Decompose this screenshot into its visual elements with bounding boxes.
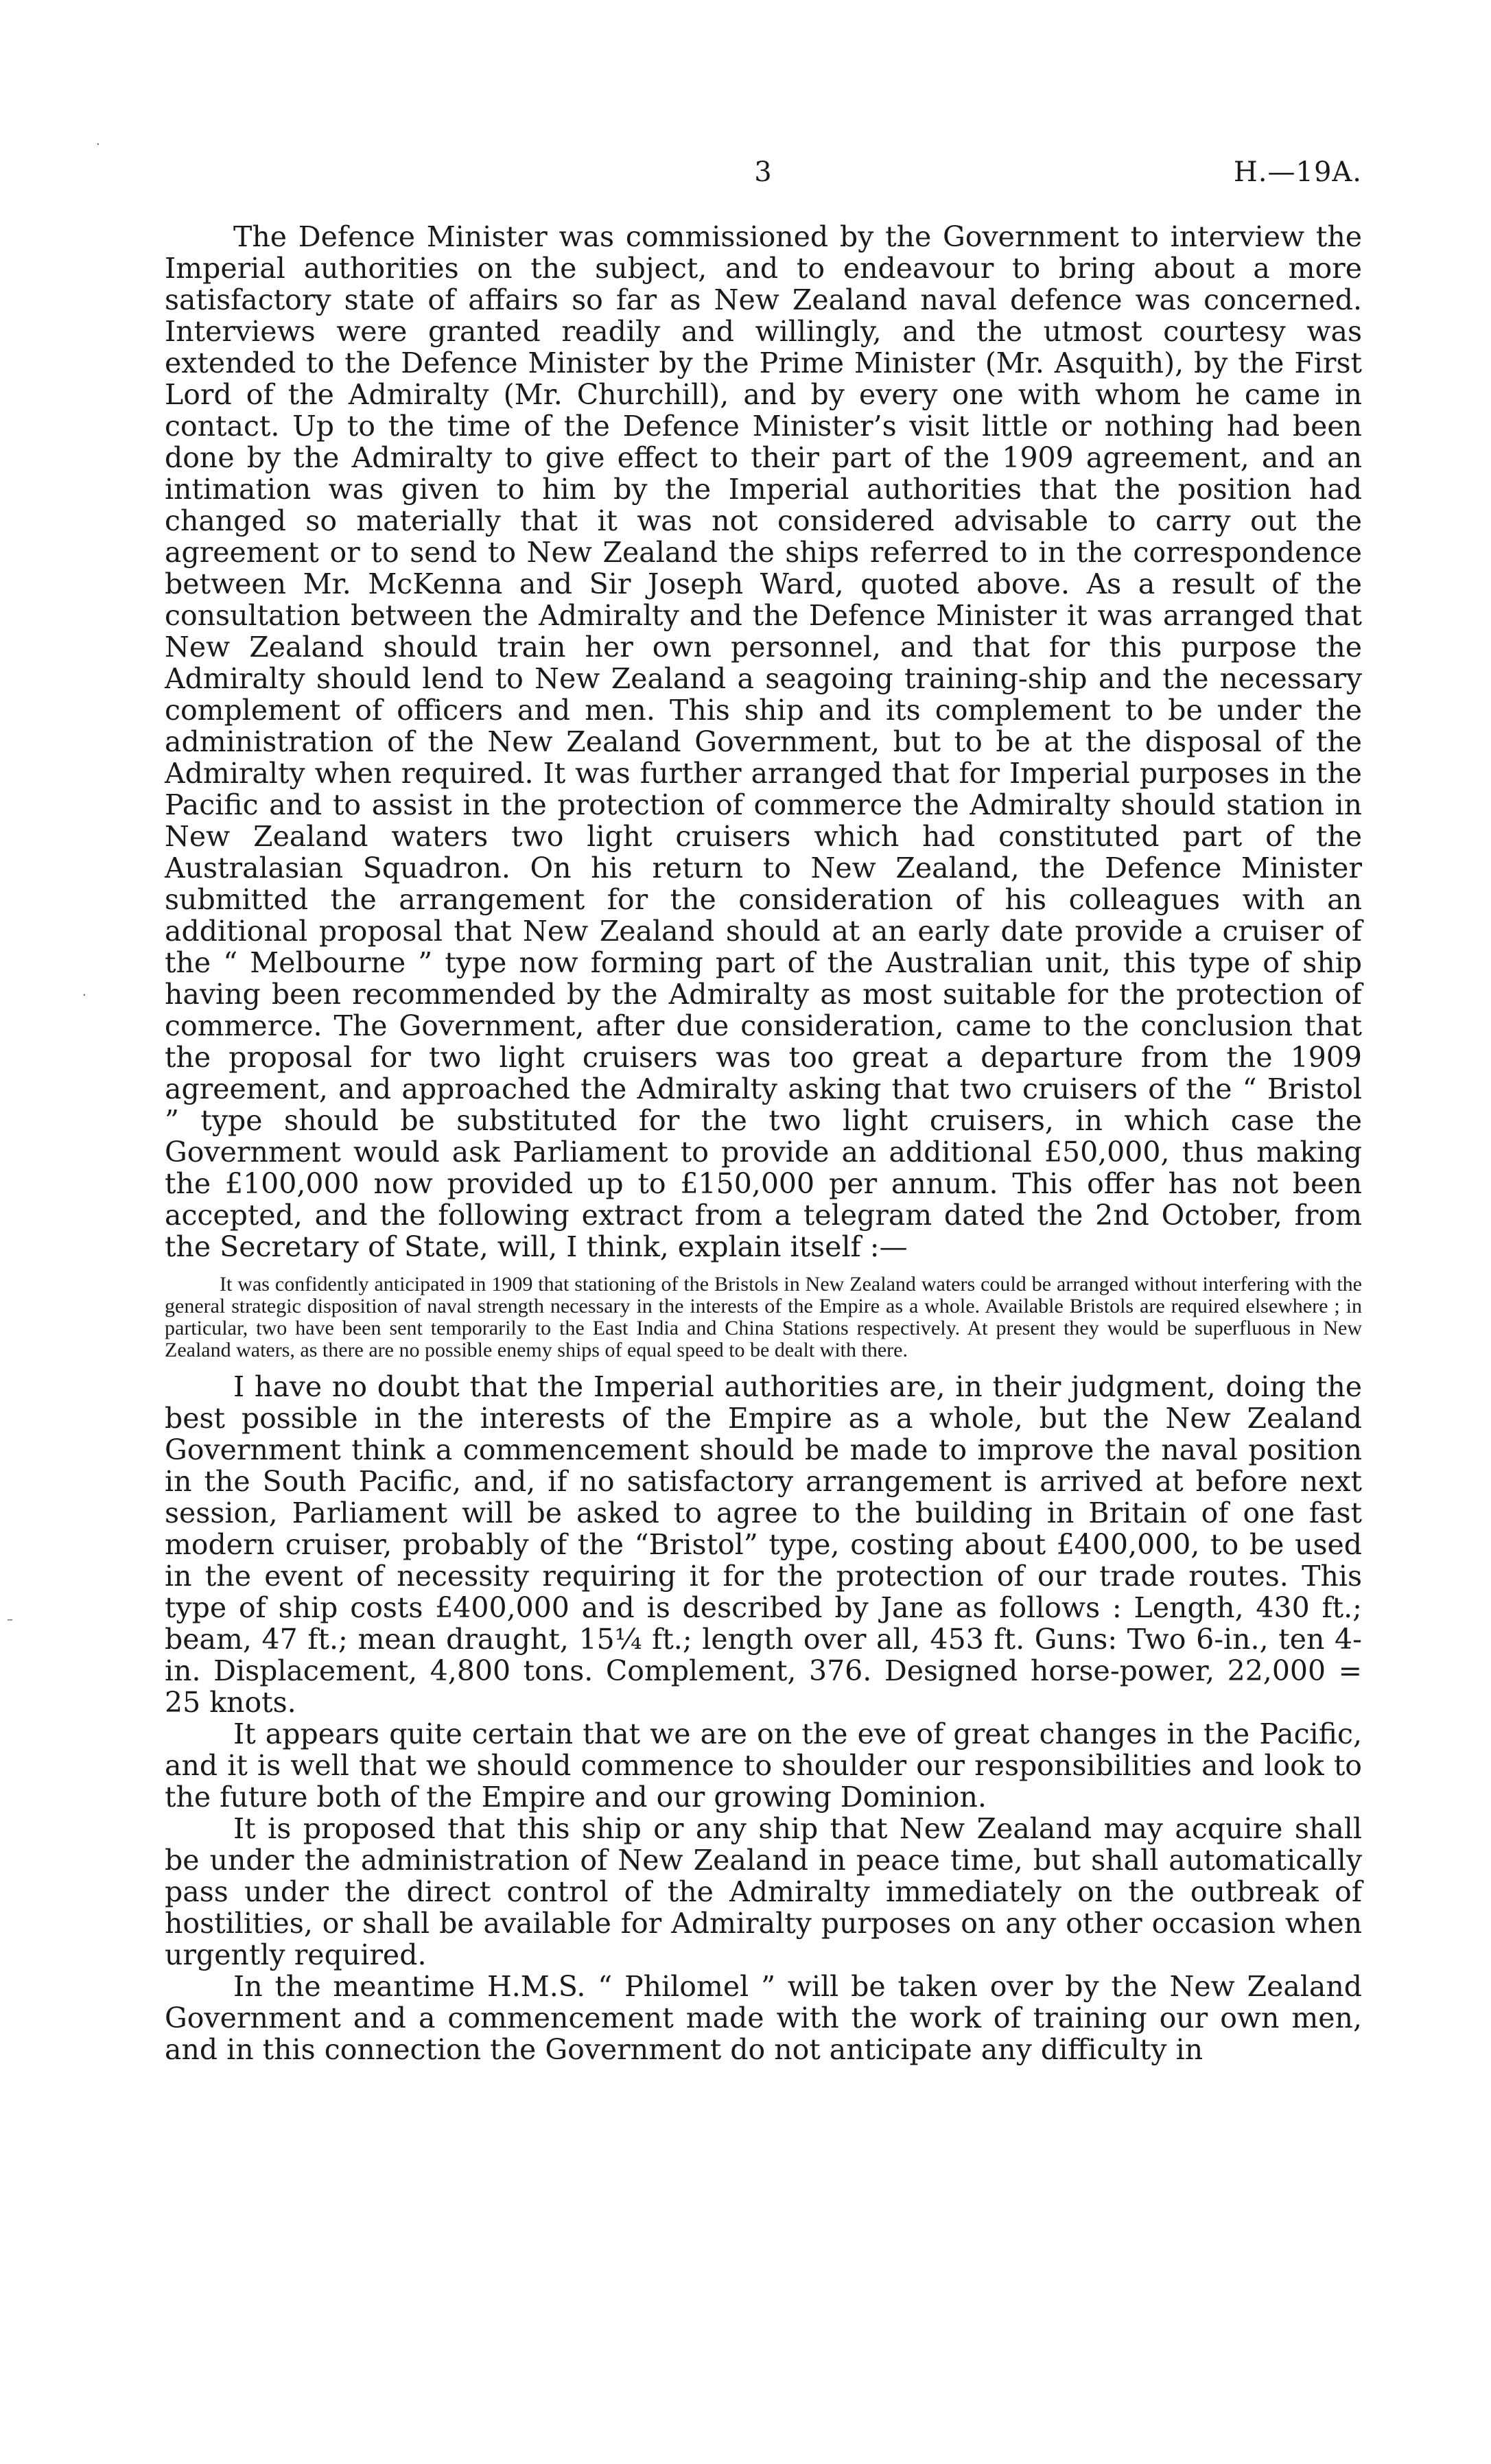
scan-speck: –	[7, 1612, 13, 1627]
document-reference: H.—19A.	[1233, 156, 1362, 188]
telegram-extract-quote: It was confidently anticipated in 1909 that stationing of the Bristols in New Zealand waters could be arranged without interfering with the general strategic disposition of naval strength necessary in the interests of the Empire as a whole. Available Bristols are required elsewhere ; in particular, two have been sent temporarily to the East India and China Stations respectively. At present they would be superfluous in New Zealand waters, as there are no possible enemy ships of equal speed to be dealt with there.	[165, 1273, 1362, 1361]
scan-speck: ·	[82, 988, 86, 1002]
paragraph-imperial-authorities: I have no doubt that the Imperial authorities are, in their judgment, doing the best possible in the interests of the Empire as a whole, but the New Zealand Government think a commencement should be made to improve the naval position in the South Pacific, and, if no satisfactory arrangement is arrived at before next session, Parliament will be asked to agree to the building in Britain of one fast modern cruiser, probably of the “Bristol” type, costing about £400,000, to be used in the event of necessity requiring it for the protection of our trade routes. This type of ship costs £400,000 and is described by Jane as follows : Length, 430 ft.; beam, 47 ft.; mean draught, 15¼ ft.; length over all, 453 ft. Guns: Two 6-in., ten 4-in. Displacement, 4,800 tons. Complement, 376. Designed horse-power, 22,000 = 25 knots.	[165, 1370, 1362, 1719]
paragraph-defence-minister: The Defence Minister was commissioned by the Government to interview the Imperial authorities on the subject, and to endeavour to bring about a more satisfactory state of affairs so far as New Zealand naval defence was concerned. Interviews were granted readily and willingly, and the utmost courtesy was extended to the Defence Minister by the Prime Minister (Mr. Asquith), by the First Lord of the Admiralty (Mr. Churchill), and by every one with whom he came in contact. Up to the time of the Defence Minister’s visit little or nothing had been done by the Admiralty to give effect to their part of the 1909 agreement, and an intimation was given to him by the Imperial authorities that the position had changed so materially that it was not considered advisable to carry out the agreement or to send to New Zealand the ships referred to in the correspondence between Mr. McKenna and Sir Joseph Ward, quoted above. As a result of the consultation between the Admiralty and the Defence Minister it was arranged that New Zealand should train her own personnel, and that for this purpose the Admiralty should lend to New Zealand a seagoing training-ship and the necessary complement of officers and men. This ship and its complement to be under the administration of the New Zealand Government, but to be at the disposal of the Admiralty when required. It was further arranged that for Imperial purposes in the Pacific and to assist in the protection of commerce the Admiralty should station in New Zealand waters two light cruisers which had constituted part of the Australasian Squadron. On his return to New Zealand, the Defence Minister submitted the arrangement for the consideration of his colleagues with an additional proposal that New Zealand should at an early date provide a cruiser of the “ Melbourne ” type now forming part of the Australian unit, this type of ship having been recommended by the Admiralty as most suitable for the protection of commerce. The Government, after due consideration, came to the conclusion that the proposal for two light cruisers was too great a departure from the 1909 agreement, and approached the Admiralty asking that two cruisers of the “ Bristol ” type should be substituted for the two light cruisers, in which case the Government would ask Parliament to provide an additional £50,000, thus making the £100,000 now provided up to £150,000 per annum. This offer has not been accepted, and the following extract from a telegram dated the 2nd October, from the Secretary of State, will, I think, explain itself :—	[165, 220, 1362, 1263]
paragraph-administration: It is proposed that this ship or any ship that New Zealand may acquire shall be under the administration of New Zealand in peace time, but shall automatically pass under the direct control of the Admiralty immediately on the outbreak of hostilities, or shall be available for Admiralty purposes on any other occasion when urgently required.	[165, 1812, 1362, 1971]
paragraph-pacific-changes: It appears quite certain that we are on the eve of great changes in the Pacific, and it is well that we should commence to shoulder our responsibilities and look to the future both of the Empire and our growing Dominion.	[165, 1717, 1362, 1814]
paragraph-philomel: In the meantime H.M.S. “ Philomel ” will be taken over by the New Zealand Government and a commencement made with the work of training our own men, and in this connection the Government do not anticipate any difficulty in	[165, 1970, 1362, 2066]
scan-speck: ·	[96, 137, 100, 152]
page-header	[165, 156, 1362, 198]
page-number: 3	[754, 156, 773, 188]
body-text	[165, 221, 1362, 2065]
